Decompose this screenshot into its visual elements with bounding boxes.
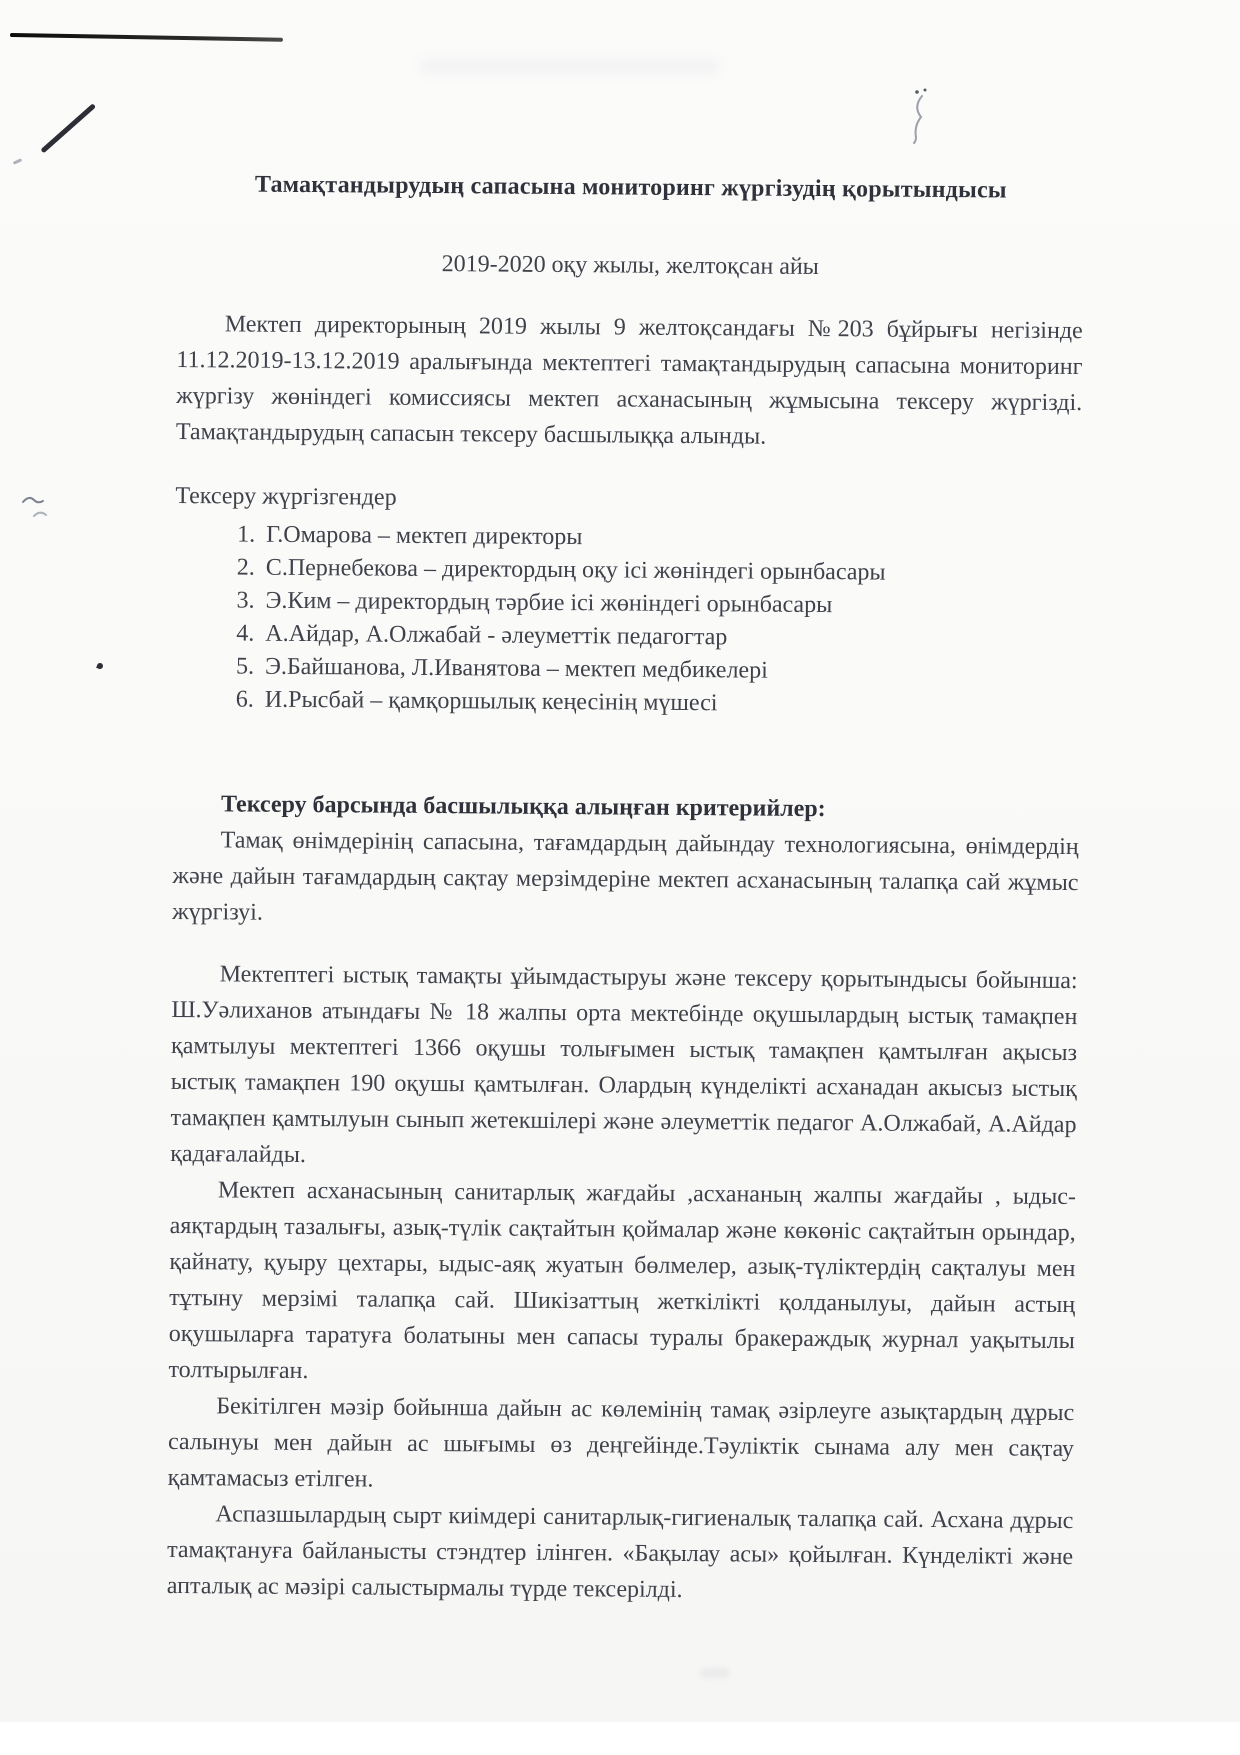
- scan-edge-artifact: [10, 33, 283, 42]
- document-title: Тамақтандырудың сапасына мониторинг жүргізудің қорытындысы: [254, 171, 1007, 204]
- criteria-paragraph: Тамақ өнімдерінің сапасына, тағамдардың дайындау технологиясына, өнімдердің және дайын тағамдардың сақтау мерзімдеріне мектеп асханасының талапқа сай жұмыс жүргізуі.: [172, 827, 1079, 926]
- pen-tick-mark: [13, 158, 22, 165]
- document-body: [167, 168, 1084, 1611]
- inspectors-list: [174, 518, 1082, 723]
- inspector-item: 3. Э.Ким – директордың тәрбие ісі жөніндегі орынбасары: [260, 585, 1080, 624]
- document-subtitle: 2019-2020 оқу жылы, желтоқсан айы: [441, 251, 819, 281]
- inspector-item: 1. Г.Омарова – мектеп директоры: [261, 519, 1081, 558]
- body-paragraph: Мектептегі ыстық тамақты ұйымдастыруы және тексеру қорытындысы бойынша: Ш.Уәлиханов атындағы № 18 жалпы орта мектебінде оқушылардың ыстық тамақпен қамтылуы мектептегі 1366 оқушы толығымен ыстық тамақпен қамтылған ақысыз ыстық тамақпен 190 оқушы қамтылған. Олардың күнделікті асханадан акысыз ыстық тамақпен қамтылуын сынып жетекшілері және әлеуметтік педагог А.Олжабай, А.Айдар қадағалайды.: [170, 961, 1078, 1169]
- intro-paragraph: Мектеп директорының 2019 жылы 9 желтоқсандағы №203 бұйрығы негізінде 11.12.2019-13.12.2019 аралығында мектептегі тамақтандырудың сапасына мониторинг жүргізу жөніндегі комиссиясы мектеп асханасының жұмысына тексеру жүргізді. Тамақтандырудың сапасын тексеру басшылыққа алынды.: [175, 311, 1083, 450]
- pen-squiggle-mark: [906, 88, 934, 146]
- pen-tilde-mark: [20, 492, 56, 526]
- inspector-item: 6. И.Рысбай – қамқоршылық кеңесінің мүшесі: [260, 684, 1080, 723]
- inspectors-heading: Тексеру жүргізгендер: [175, 482, 397, 511]
- body-paragraph: Бекітілген мәзір бойынша дайын ас көлемінің тамақ әзірлеуге азықтардың дұрыс салынуы мен дайын ас шығымы өз деңгейінде.Тәуліктік сынама алу мен сақтау қамтамасыз етілген.: [167, 1393, 1075, 1493]
- body-paragraph: Мектеп асханасының санитарлық жағдайы ,асхананың жалпы жағдайы , ыдыс-аяқтардың тазалығы, азық-түлік сақтайтын қоймалар және көкөніс сақтайтын орындар, қайнату, қуыру цехтары, ыдыс-аяқ жуатын бөлмелер, азық-түліктердің сақталуы мен тұтыну мерзімі талапқа сай. Шикізаттың жеткілікті қолданылуы, дайын астың оқушыларға таратуға болатыны мен сапасы туралы бракераждық журнал уақытылы толтырылған.: [168, 1177, 1077, 1385]
- ink-dot-mark: [96, 662, 104, 670]
- inspector-item: 4. А.Айдар, А.Олжабай - әлеуметтік педагогтар: [260, 618, 1080, 657]
- inspector-item: 2. С.Пернебекова – директордың оқу ісі жөніндегі орынбасары: [261, 552, 1081, 591]
- pen-stroke-mark: [40, 103, 96, 153]
- criteria-heading: Тексеру барсында басшылыққа алыңған критерийлер:: [220, 791, 826, 823]
- body-paragraph: Аспазшылардың сырт киімдері санитарлық-гигиеналық талапқа сай. Асхана дұрыс тамақтануға байланысты стэндтер ілінген. «Бақылау асы» қойылған. Күнделікті және апталық ас мәзірі салыстырмалы түрде тексерілді.: [166, 1501, 1074, 1604]
- scan-smudge: [420, 58, 720, 74]
- inspector-item: 5. Э.Байшанова, Л.Иванятова – мектеп медбикелері: [260, 651, 1080, 690]
- scan-smudge: [700, 1668, 730, 1678]
